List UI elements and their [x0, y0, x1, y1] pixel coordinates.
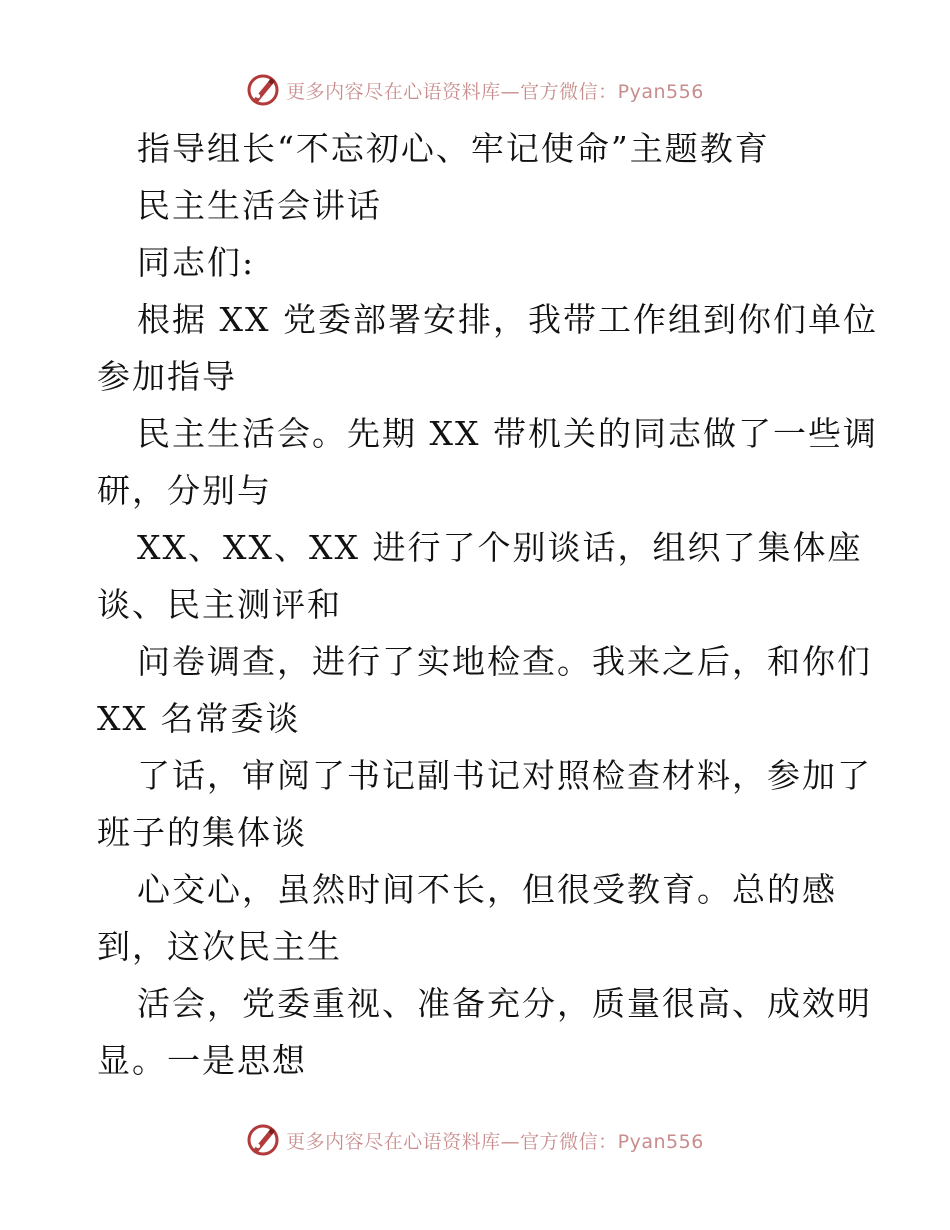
paragraph-line: 民主生活会。先期 XX 带机关的同志做了一些调 [137, 414, 878, 453]
header-banner-text: 更多内容尽在心语资料库—官方微信：Pyan556 [286, 80, 704, 103]
footer-banner [0, 1120, 950, 1160]
footer-banner-text: 更多内容尽在心语资料库—官方微信：Pyan556 [286, 1130, 704, 1153]
paragraph-line: 心交心，虽然时间不长，但很受教育。总的感 [137, 870, 837, 909]
paragraph-line: 民主生活会讲话 [137, 186, 382, 225]
paragraph-line: 研，分别与 [97, 471, 272, 510]
paragraph-line: 活会，党委重视、准备充分，质量很高、成效明 [137, 984, 872, 1023]
footer-banner-content [246, 1123, 704, 1157]
paragraph-line: 问卷调查，进行了实地检查。我来之后，和你们 [137, 642, 872, 681]
pen-logo-icon [246, 1123, 280, 1157]
pen-logo-icon [246, 73, 280, 107]
paragraph-line: 指导组长“不忘初心、牢记使命”主题教育 [137, 129, 770, 168]
paragraph-line: XX、XX、XX 进行了个别谈话，组织了集体座 [137, 528, 863, 567]
paragraph-line: 显。一是思想 [97, 1041, 307, 1080]
header-banner-content [246, 73, 704, 107]
paragraph-line: 参加指导 [97, 357, 237, 396]
header-banner [0, 70, 950, 110]
paragraph-line: XX 名常委谈 [97, 699, 301, 738]
paragraph-line: 了话，审阅了书记副书记对照检查材料，参加了 [137, 756, 872, 795]
document-body [97, 120, 878, 1089]
paragraph-line: 谈、民主测评和 [97, 585, 342, 624]
paragraph-line: 班子的集体谈 [97, 813, 307, 852]
paragraph-line: 到，这次民主生 [97, 927, 342, 966]
paragraph-line: 同志们: [137, 243, 256, 282]
paragraph-line: 根据 XX 党委部署安排，我带工作组到你们单位 [137, 300, 878, 339]
